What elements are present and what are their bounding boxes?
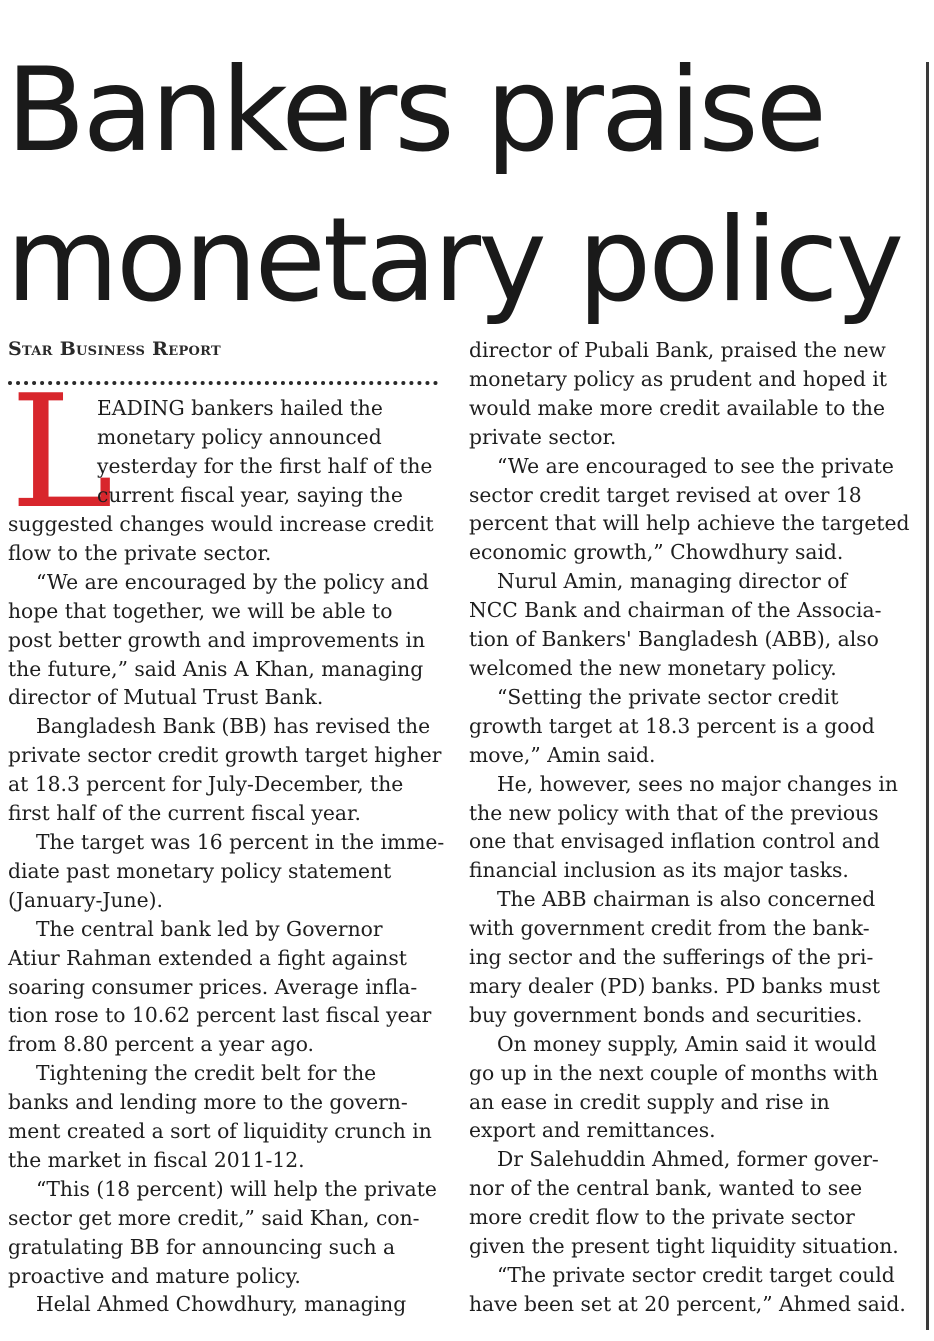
text-line: Tightening the credit belt for the bbox=[36, 1061, 377, 1086]
text-line: ing sector and the sufferings of the pri- bbox=[469, 945, 874, 970]
text-line: EADING bankers hailed the bbox=[97, 396, 383, 420]
text-line: director of Mutual Trust Bank. bbox=[8, 685, 324, 710]
text-line: economic growth,” Chowdhury said. bbox=[469, 540, 844, 565]
text-line: more credit flow to the private sector bbox=[469, 1205, 855, 1230]
text-line: first half of the current fiscal year. bbox=[8, 801, 361, 826]
text-line: flow to the private sector. bbox=[8, 540, 272, 565]
text-line: “Setting the private sector credit bbox=[497, 684, 839, 709]
text-line: proactive and mature policy. bbox=[8, 1263, 301, 1288]
text-line: “We are encouraged by the policy and bbox=[36, 569, 429, 594]
column-2-paragraphs bbox=[469, 336, 919, 1319]
text-line: private sector. bbox=[469, 424, 617, 449]
text-line: director of Pubali Bank, praised the new bbox=[469, 338, 886, 362]
text-line: an ease in credit supply and rise in bbox=[469, 1089, 830, 1114]
headline bbox=[6, 36, 921, 336]
text-line: Nurul Amin, managing director of bbox=[497, 569, 848, 594]
text-line: tion rose to 10.62 percent last fiscal year bbox=[8, 1003, 432, 1028]
text-line: Atiur Rahman extended a fight against bbox=[8, 945, 407, 970]
text-line: The central bank led by Governor bbox=[36, 916, 383, 941]
text-line: financial inclusion as its major tasks. bbox=[469, 858, 849, 883]
text-line: soaring consumer prices. Average infla- bbox=[8, 974, 418, 999]
byline: Star Business Report bbox=[8, 338, 221, 360]
text-line: (January-June). bbox=[8, 887, 163, 912]
text-line: yesterday for the first half of the bbox=[97, 453, 433, 478]
column-rule bbox=[926, 62, 929, 1330]
text-line: welcomed the new monetary policy. bbox=[469, 655, 837, 680]
text-line: sector get more credit,” said Khan, con- bbox=[8, 1205, 420, 1230]
text-line: mary dealer (PD) banks. PD banks must bbox=[469, 973, 881, 998]
drop-cap: L bbox=[10, 361, 114, 543]
text-line: monetary policy announced bbox=[97, 424, 382, 449]
text-line: sector credit target revised at over 18 bbox=[469, 482, 862, 507]
text-line: Helal Ahmed Chowdhury, managing bbox=[36, 1292, 407, 1317]
text-line: The target was 16 percent in the imme- bbox=[36, 829, 445, 854]
text-line: would make more credit available to the bbox=[469, 395, 885, 420]
text-line: the future,” said Anis A Khan, managing bbox=[8, 656, 424, 681]
text-line: Bangladesh Bank (BB) has revised the bbox=[36, 714, 431, 739]
text-line: have been set at 20 percent,” Ahmed said. bbox=[469, 1291, 906, 1316]
text-line: “This (18 percent) will help the private bbox=[36, 1176, 437, 1201]
text-line: the new policy with that of the previous bbox=[469, 800, 879, 825]
article-column-2 bbox=[469, 336, 919, 1319]
text-line: with government credit from the bank- bbox=[469, 916, 870, 941]
text-line: given the present tight liquidity situation. bbox=[469, 1234, 899, 1259]
text-line: monetary policy as prudent and hoped it bbox=[469, 366, 888, 391]
text-line: at 18.3 percent for July-December, the bbox=[8, 772, 404, 797]
text-line: one that envisaged inflation control and bbox=[469, 829, 880, 854]
text-line: move,” Amin said. bbox=[469, 742, 656, 767]
text-line: percent that will help achieve the targeted bbox=[469, 511, 910, 536]
text-line: suggested changes would increase credit bbox=[8, 512, 434, 536]
headline-line-2: monetary policy bbox=[6, 193, 902, 328]
column-1-paragraphs bbox=[8, 510, 448, 1319]
text-line: ment created a sort of liquidity crunch in bbox=[8, 1119, 432, 1144]
text-line: current fiscal year, saying the bbox=[97, 482, 403, 507]
text-line: banks and lending more to the govern- bbox=[8, 1090, 408, 1115]
text-line: Dr Salehuddin Ahmed, former gover- bbox=[497, 1147, 879, 1172]
text-line: growth target at 18.3 percent is a good bbox=[469, 713, 875, 738]
text-line: go up in the next couple of months with bbox=[469, 1060, 879, 1085]
text-line: gratulating BB for announcing such a bbox=[8, 1234, 396, 1259]
text-line: “The private sector credit target could bbox=[497, 1263, 895, 1287]
text-line: nor of the central bank, wanted to see bbox=[469, 1176, 863, 1201]
text-line: post better growth and improvements in bbox=[8, 627, 426, 652]
text-line: tion of Bankers' Bangladesh (ABB), also bbox=[469, 627, 879, 652]
text-line: “We are encouraged to see the private bbox=[497, 453, 894, 478]
text-line: On money supply, Amin said it would bbox=[497, 1031, 877, 1056]
text-line: NCC Bank and chairman of the Associa- bbox=[469, 598, 882, 623]
text-line: from 8.80 percent a year ago. bbox=[8, 1032, 315, 1057]
text-line: The ABB chairman is also concerned bbox=[497, 887, 876, 912]
text-line: diate past monetary policy statement bbox=[8, 858, 392, 883]
text-line: export and remittances. bbox=[469, 1118, 716, 1143]
text-line: hope that together, we will be able to bbox=[8, 598, 393, 623]
headline-line-1: Bankers praise bbox=[6, 43, 825, 178]
text-line: buy government bonds and securities. bbox=[469, 1002, 863, 1027]
drop-cap-lines bbox=[97, 394, 432, 510]
text-line: private sector credit growth target higher bbox=[8, 743, 442, 768]
text-line: the market in fiscal 2011-12. bbox=[8, 1147, 305, 1172]
article-column-1 bbox=[8, 361, 448, 1319]
text-line: He, however, sees no major changes in bbox=[497, 771, 898, 796]
